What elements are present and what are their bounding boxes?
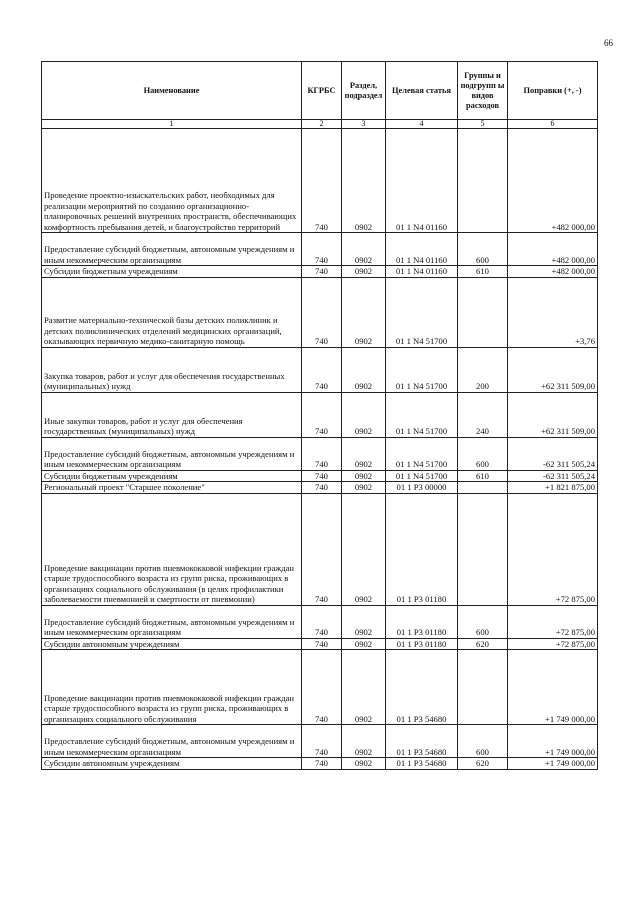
table-row (42, 725, 598, 758)
row-kgrbs: 740 (302, 638, 342, 650)
row-kgrbs: 740 (302, 470, 342, 482)
row-target-article: 01 1 N4 01160 (386, 129, 458, 233)
row-target-article: 01 1 N4 51700 (386, 437, 458, 470)
row-kgrbs: 740 (302, 650, 342, 725)
row-name: Закупка товаров, работ и услуг для обеспечения государственных (муниципальных) нужд (42, 347, 302, 392)
row-kgrbs: 740 (302, 129, 342, 233)
row-name: Субсидии бюджетным учреждениям (42, 470, 302, 482)
row-amendment-amount: +3,76 (508, 277, 598, 347)
page-number: 66 (604, 38, 613, 48)
row-kgrbs: 740 (302, 758, 342, 770)
row-name: Иные закупки товаров, работ и услуг для обеспечения государственных (муниципальных) нужд (42, 392, 302, 437)
row-amendment-amount: -62 311 505,24 (508, 470, 598, 482)
row-expense-group: 620 (458, 638, 508, 650)
row-kgrbs: 740 (302, 266, 342, 278)
row-amendment-amount: +482 000,00 (508, 233, 598, 266)
row-target-article: 01 1 N4 51700 (386, 392, 458, 437)
row-target-article: 01 1 N4 51700 (386, 470, 458, 482)
row-expense-group (458, 129, 508, 233)
row-target-article: 01 1 N4 01160 (386, 233, 458, 266)
row-name: Предоставление субсидий бюджетным, автономным учреждениям и иным некоммерческим организациям (42, 437, 302, 470)
row-name: Субсидии автономным учреждениям (42, 758, 302, 770)
row-section: 0902 (342, 725, 386, 758)
row-target-article: 01 1 P3 54680 (386, 758, 458, 770)
column-number: 2 (302, 120, 342, 129)
row-name: Предоставление субсидий бюджетным, автономным учреждениям и иным некоммерческим организациям (42, 605, 302, 638)
row-expense-group: 600 (458, 437, 508, 470)
row-section: 0902 (342, 233, 386, 266)
table-row (42, 266, 598, 278)
row-section: 0902 (342, 129, 386, 233)
row-amendment-amount: -62 311 505,24 (508, 437, 598, 470)
row-kgrbs: 740 (302, 233, 342, 266)
row-amendment-amount: +1 749 000,00 (508, 650, 598, 725)
row-section: 0902 (342, 650, 386, 725)
row-kgrbs: 740 (302, 482, 342, 494)
header-section: Раздел, подраздел (342, 62, 386, 120)
column-number: 1 (42, 120, 302, 129)
row-section: 0902 (342, 470, 386, 482)
row-target-article: 01 1 P3 01180 (386, 638, 458, 650)
row-section: 0902 (342, 277, 386, 347)
row-expense-group (458, 493, 508, 605)
table-row (42, 233, 598, 266)
row-expense-group: 620 (458, 758, 508, 770)
row-amendment-amount: +482 000,00 (508, 129, 598, 233)
row-section: 0902 (342, 392, 386, 437)
row-name: Субсидии автономным учреждениям (42, 638, 302, 650)
header-expense-group: Группы и подгрупп ы видов расходов (458, 62, 508, 120)
row-amendment-amount: +72 875,00 (508, 605, 598, 638)
row-expense-group: 610 (458, 266, 508, 278)
row-section: 0902 (342, 347, 386, 392)
row-target-article: 01 1 P3 54680 (386, 725, 458, 758)
row-name: Проведение вакцинации против пневмококковой инфекции граждан старше трудоспособного возраста из групп риска, проживающих в организациях социального обслуживания (в целях профилактики заболеваемости пневмонией и смертности от пневмонии) (42, 493, 302, 605)
row-amendment-amount: +1 749 000,00 (508, 758, 598, 770)
row-expense-group (458, 650, 508, 725)
row-expense-group: 610 (458, 470, 508, 482)
row-section: 0902 (342, 638, 386, 650)
row-target-article: 01 1 N4 01160 (386, 266, 458, 278)
row-amendment-amount: +1 749 000,00 (508, 725, 598, 758)
table-row (42, 392, 598, 437)
header-row (42, 62, 598, 120)
header-target-article: Целевая статья (386, 62, 458, 120)
row-kgrbs: 740 (302, 347, 342, 392)
row-target-article: 01 1 P3 01180 (386, 493, 458, 605)
row-section: 0902 (342, 437, 386, 470)
table-row (42, 470, 598, 482)
row-expense-group: 600 (458, 233, 508, 266)
row-section: 0902 (342, 605, 386, 638)
row-expense-group: 200 (458, 347, 508, 392)
row-target-article: 01 1 N4 51700 (386, 347, 458, 392)
table-row (42, 437, 598, 470)
column-number: 4 (386, 120, 458, 129)
row-section: 0902 (342, 482, 386, 494)
header-kgrbs: КГРБС (302, 62, 342, 120)
row-name: Субсидии бюджетным учреждениям (42, 266, 302, 278)
table-row (42, 277, 598, 347)
row-section: 0902 (342, 758, 386, 770)
table-row (42, 129, 598, 233)
row-amendment-amount: +72 875,00 (508, 493, 598, 605)
row-expense-group (458, 277, 508, 347)
row-amendment-amount: +62 311 509,00 (508, 392, 598, 437)
table-row (42, 605, 598, 638)
row-name: Проведение вакцинации против пневмококковой инфекции граждан старше трудоспособного возраста из групп риска, проживающих в организациях социального обслуживания (42, 650, 302, 725)
column-number: 5 (458, 120, 508, 129)
row-name: Проведение проектно-изыскательских работ, необходимых для реализации мероприятий по созданию организационно-планировочных решений внутренних пространств, обеспечивающих комфортность пребывания детей, и благоустройство территорий (42, 129, 302, 233)
row-kgrbs: 740 (302, 605, 342, 638)
row-kgrbs: 740 (302, 277, 342, 347)
row-kgrbs: 740 (302, 437, 342, 470)
row-expense-group: 600 (458, 605, 508, 638)
budget-amendments-table (41, 61, 598, 770)
table-row (42, 650, 598, 725)
table-row (42, 482, 598, 494)
table-row (42, 493, 598, 605)
table-row (42, 758, 598, 770)
row-target-article: 01 1 P3 01180 (386, 605, 458, 638)
row-name: Региональный проект "Старшее поколение" (42, 482, 302, 494)
column-number: 3 (342, 120, 386, 129)
row-kgrbs: 740 (302, 725, 342, 758)
row-name: Предоставление субсидий бюджетным, автономным учреждениям и иным некоммерческим организациям (42, 233, 302, 266)
column-number: 6 (508, 120, 598, 129)
column-numbers-row (42, 120, 598, 129)
row-expense-group (458, 482, 508, 494)
row-amendment-amount: +72 875,00 (508, 638, 598, 650)
table-row (42, 347, 598, 392)
row-amendment-amount: +1 821 875,00 (508, 482, 598, 494)
row-target-article: 01 1 P3 00000 (386, 482, 458, 494)
row-amendment-amount: +482 000,00 (508, 266, 598, 278)
row-section: 0902 (342, 493, 386, 605)
row-name: Предоставление субсидий бюджетным, автономным учреждениям и иным некоммерческим организациям (42, 725, 302, 758)
header-amendments: Поправки (+, -) (508, 62, 598, 120)
table-row (42, 638, 598, 650)
row-expense-group: 240 (458, 392, 508, 437)
row-expense-group: 600 (458, 725, 508, 758)
row-target-article: 01 1 P3 54680 (386, 650, 458, 725)
row-kgrbs: 740 (302, 392, 342, 437)
row-target-article: 01 1 N4 51700 (386, 277, 458, 347)
header-name: Наименование (42, 62, 302, 120)
row-section: 0902 (342, 266, 386, 278)
row-amendment-amount: +62 311 509,00 (508, 347, 598, 392)
row-kgrbs: 740 (302, 493, 342, 605)
row-name: Развитие материально-технической базы детских поликлиник и детских поликлинических отделений медицинских организаций, оказывающих первичную медико-санитарную помощь (42, 277, 302, 347)
